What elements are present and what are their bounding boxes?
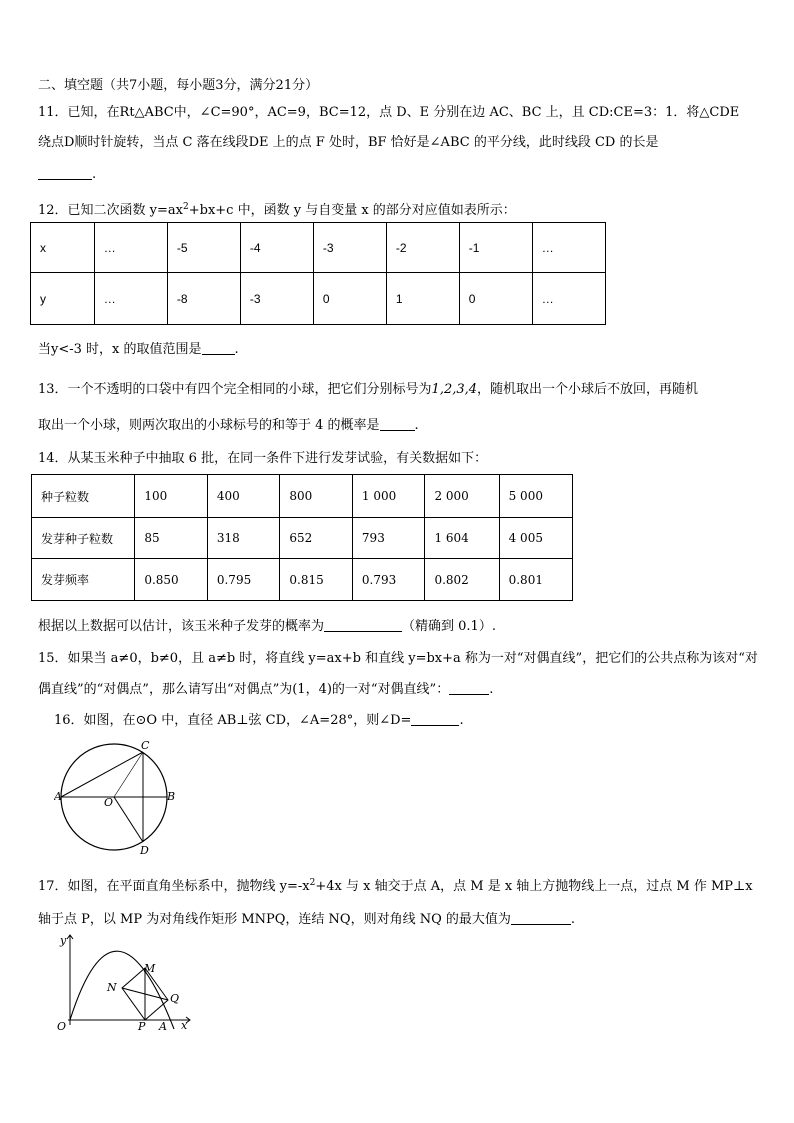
answer-blank[interactable] — [511, 911, 571, 925]
table-cell: -8 — [167, 273, 240, 325]
answer-blank[interactable] — [380, 417, 415, 431]
table-cell: 100 — [135, 475, 208, 518]
table-cell: 0.815 — [280, 559, 353, 601]
answer-blank[interactable] — [324, 618, 402, 632]
table-row — [31, 273, 606, 325]
q15-line2: 偶直线”的“对偶点”，那么请写出“对偶点”为(1，4)的一对“对偶直线”： . — [38, 682, 494, 697]
q12-ask-line: 当y<-3 时，x 的取值范围是 . — [38, 342, 239, 357]
table-cell: … — [94, 223, 167, 273]
table-cell: x — [31, 223, 95, 273]
table-cell: 0.795 — [207, 559, 280, 601]
q17-line2: 轴于点 P，以 MP 为对角线作矩形 MNPQ，连结 NQ，则对角线 NQ 的最大值为 . — [38, 912, 576, 927]
table-cell: y — [31, 273, 95, 325]
label-n: N — [107, 981, 117, 994]
q16-circle-figure — [54, 736, 184, 858]
label-q: Q — [170, 992, 180, 1005]
segment-ac — [61, 752, 143, 797]
q14-data-table — [31, 474, 573, 601]
label-d: D — [140, 844, 149, 857]
table-row — [32, 475, 573, 518]
table-cell: -2 — [386, 223, 459, 273]
table-cell: 318 — [207, 518, 280, 559]
table-cell: 793 — [352, 518, 425, 559]
table-cell: 0 — [459, 273, 532, 325]
label-o: O — [57, 1020, 67, 1033]
table-cell: 1 — [386, 273, 459, 325]
answer-blank[interactable] — [411, 712, 459, 726]
label-x: x — [181, 1019, 188, 1032]
segment-oc — [114, 752, 143, 797]
q11-line2: 绕点D顺时针旋转，当点 C 落在线段DE 上的点 F 处时，BF 恰好是∠ABC 的平分线，此时线段 CD 的长是 — [38, 135, 659, 150]
table-cell: … — [532, 223, 605, 273]
q11-line1: 11．已知，在Rt△ABC中，∠C=90°，AC=9，BC=12，点 D、E 分别在边 AC、BC 上，且 CD:CE=3：1．将△CDE — [38, 105, 740, 120]
table-cell: -4 — [240, 223, 313, 273]
answer-blank[interactable] — [449, 681, 489, 695]
label-m: M — [144, 962, 156, 975]
q12-table-body — [31, 223, 606, 325]
table-cell: 800 — [280, 475, 353, 518]
q14-stem: 14．从某玉米种子中抽取 6 批，在同一条件下进行发芽试验，有关数据如下： — [38, 451, 488, 466]
answer-blank[interactable] — [38, 166, 92, 180]
table-cell: 1 604 — [425, 518, 499, 559]
table-cell: … — [532, 273, 605, 325]
q17-parabola-figure — [52, 930, 197, 1035]
label-y: y — [60, 934, 67, 947]
table-cell: -3 — [240, 273, 313, 325]
q12-stem: 12．已知二次函数 $y=ax^2+bx+c$ 中，函数 y 与自变量 x 的部分对应值如表所示： — [38, 202, 516, 218]
label-b: B — [167, 790, 176, 803]
table-cell: … — [94, 273, 167, 325]
table-cell: 发芽种子粒数 — [32, 518, 135, 559]
table-cell: 2 000 — [425, 475, 499, 518]
label-a: A — [159, 1020, 167, 1033]
table-cell: -3 — [313, 223, 386, 273]
table-cell: 652 — [280, 518, 353, 559]
table-cell: 5 000 — [499, 475, 572, 518]
label-p: P — [138, 1020, 146, 1033]
table-row — [32, 559, 573, 601]
table-cell: 0.801 — [499, 559, 572, 601]
table-cell: 1 000 — [352, 475, 425, 518]
table-cell: 种子粒数 — [32, 475, 135, 518]
label-c: C — [141, 739, 150, 752]
label-o: O — [104, 796, 114, 809]
q13-line1: 13．一个不透明的口袋中有四个完全相同的小球，把它们分别标号为1,2,3,4，随机取出一个小球后不放回，再随机 — [38, 382, 699, 397]
label-a: A — [54, 790, 62, 803]
table-cell: 0 — [313, 273, 386, 325]
table-cell: -1 — [459, 223, 532, 273]
table-row — [32, 518, 573, 559]
parabola-curve — [70, 951, 174, 1029]
section-heading: 二、填空题（共7小题，每小题3分，满分21分） — [38, 78, 319, 93]
q14-ask-line: 根据以上数据可以估计，该玉米种子发芽的概率为 （精确到 0.1）. — [38, 619, 496, 634]
q15-line1: 15．如果当 a≠0，b≠0，且 a≠b 时，将直线 y=ax+b 和直线 y=bx+a 称为一对“对偶直线”，把它们的公共点称为该对“对 — [38, 651, 758, 666]
q16-stem: 16．如图，在⊙O 中，直径 AB⊥弦 CD，∠A=28°，则∠D= . — [54, 713, 464, 728]
q14-table-body — [32, 475, 573, 601]
answer-blank[interactable] — [202, 341, 235, 355]
table-cell: 发芽频率 — [32, 559, 135, 601]
table-cell: -5 — [167, 223, 240, 273]
table-row — [31, 223, 606, 273]
table-cell: 4 005 — [499, 518, 572, 559]
table-cell: 85 — [135, 518, 208, 559]
table-cell: 0.850 — [135, 559, 208, 601]
segment-od — [114, 797, 143, 842]
q13-line2: 取出一个小球，则两次取出的小球标号的和等于 4 的概率是 . — [38, 418, 419, 433]
q12-value-table — [30, 222, 606, 325]
table-cell: 400 — [207, 475, 280, 518]
q11-answer-line: . — [38, 166, 96, 184]
table-cell: 0.802 — [425, 559, 499, 601]
q17-line1: 17．如图，在平面直角坐标系中，抛物线 $y=-x^2+4x$ 与 x 轴交于点 A，点 M 是 x 轴上方抛物线上一点，过点 M 作 MP⊥x — [38, 878, 753, 894]
table-cell: 0.793 — [352, 559, 425, 601]
